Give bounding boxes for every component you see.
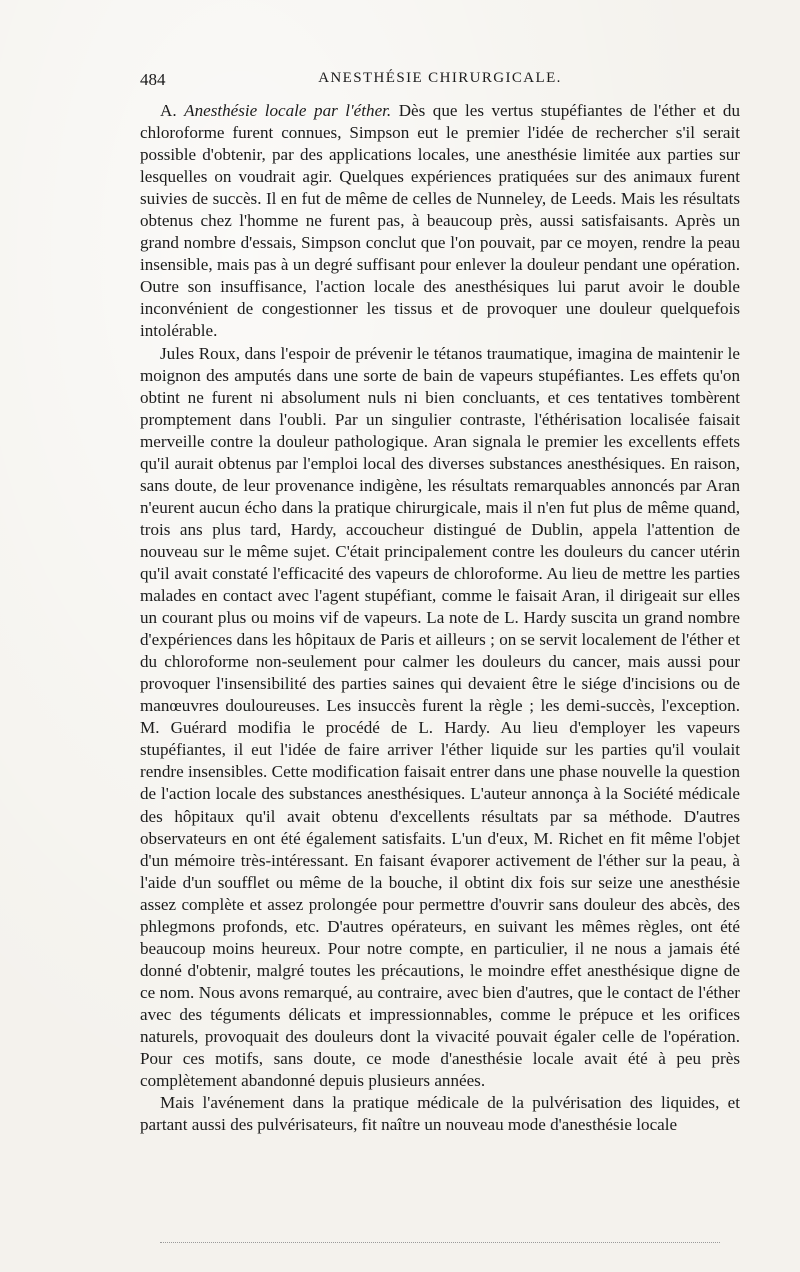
paragraph-text: Dès que les vertus stupéfiantes de l'éther et du chloroforme furent connues, Simpson eut le premier l'idée de rechercher s'il serait possible d'obtenir, par des applications locales, une anesthésie limitée aux parties sur lesquelles on voudrait agir. Quelques expériences pratiquées sur des animaux furent suivies de succès. Il en fut de même de celles de Nunneley, de Leeds. Mais les résultats obtenus chez l'homme ne furent pas, à beaucoup près, aussi satisfaisants. Après un grand nombre d'essais, Simpson conclut que l'on pouvait, par ce moyen, rendre la peau insensible, mais pas à un degré suffisant pour enlever la douleur pendant une opération. Outre son insuffisance, l'action locale des anesthésiques lui parut avoir le double inconvénient de congestionner les tissus et de provoquer une douleur quelquefois intolérable.: [140, 101, 740, 341]
section-title: Anesthésie locale par l'éther.: [184, 101, 392, 120]
bottom-dotted-rule: [160, 1242, 720, 1243]
body-text: [140, 100, 740, 1136]
paragraph: Mais l'avénement dans la pratique médicale de la pulvérisation des liquides, et partant aussi des pulvérisateurs, fit naître un nouveau mode d'anesthésie locale: [140, 1093, 740, 1135]
section-label: A.: [160, 101, 177, 120]
page-number: 484: [140, 70, 166, 89]
page-header: [140, 70, 740, 96]
paragraph: [140, 100, 740, 343]
running-title: ANESTHÉSIE CHIRURGICALE.: [318, 70, 562, 86]
paragraph: Jules Roux, dans l'espoir de prévenir le tétanos traumatique, imagina de maintenir le moignon des amputés dans une sorte de bain de vapeurs stupéfiantes. Les effets qu'on obtint ne furent ni absolument nuls ni bien concluants, et ces tentatives tombèrent promptement dans l'oubli. Par un singulier contraste, l'éthérisation localisée faisait merveille contre la douleur pathologique. Aran signala le premier les excellents effets qu'il aurait obtenus par l'emploi local des diverses substances anesthésiques. En raison, sans doute, de leur provenance indigène, les résultats remarquables annoncés par Aran n'eurent aucun écho dans la pratique chirurgicale, mais il n'en fut plus de même quand, trois ans plus tard, Hardy, accoucheur distingué de Dublin, appela l'attention de nouveau sur le même sujet. C'était principalement contre les douleurs du cancer utérin qu'il avait constaté l'efficacité des vapeurs de chloroforme. Au lieu de mettre les parties malades en contact avec l'agent stupéfiant, comme le faisait Aran, il dirigeait sur elles un courant plus ou moins vif de vapeurs. La note de L. Hardy suscita un grand nombre d'expériences dans les hôpitaux de Paris et ailleurs ; on se servit localement de l'éther et du chloroforme non-seulement pour calmer les douleurs du cancer, mais aussi pour provoquer l'insensibilité des parties saines qui devaient être le siége d'incisions ou de manœuvres douloureuses. Les insuccès furent la règle ; les demi-succès, l'exception. M. Guérard modifia le procédé de L. Hardy. Au lieu d'employer les vapeurs stupéfiantes, il eut l'idée de faire arriver l'éther liquide sur les parties qu'il voulait rendre insensibles. Cette modification faisait entrer dans une phase nouvelle la question de l'action locale des substances anesthésiques. L'auteur annonça à la Société médicale des hôpitaux qu'il avait obtenu d'excellents résultats par sa méthode. D'autres observateurs en ont été également satisfaits. L'un d'eux, M. Richet en fit même l'objet d'un mémoire très-intéressant. En faisant évaporer activement de l'éther sur la peau, à l'aide d'un soufflet ou même de la bouche, il obtint dix fois sur seize une anesthésie assez complète et assez prolongée pour permettre d'ouvrir sans douleur des abcès, des phlegmons profonds, etc. D'autres opérateurs, en suivant les mêmes règles, ont été beaucoup moins heureux. Pour notre compte, en particulier, il ne nous a jamais été donné d'obtenir, malgré toutes les précautions, le moindre effet anesthésique digne de ce nom. Nous avons remarqué, au contraire, avec bien d'autres, que le contact de l'éther avec des téguments délicats et impressionnables, comme le prépuce et les orifices naturels, provoquait des douleurs dont la vivacité pouvait égaler celle de l'opération. Pour ces motifs, sans doute, ce mode d'anesthésie locale avait été à peu près complètement abandonné depuis plusieurs années.: [140, 343, 740, 1091]
